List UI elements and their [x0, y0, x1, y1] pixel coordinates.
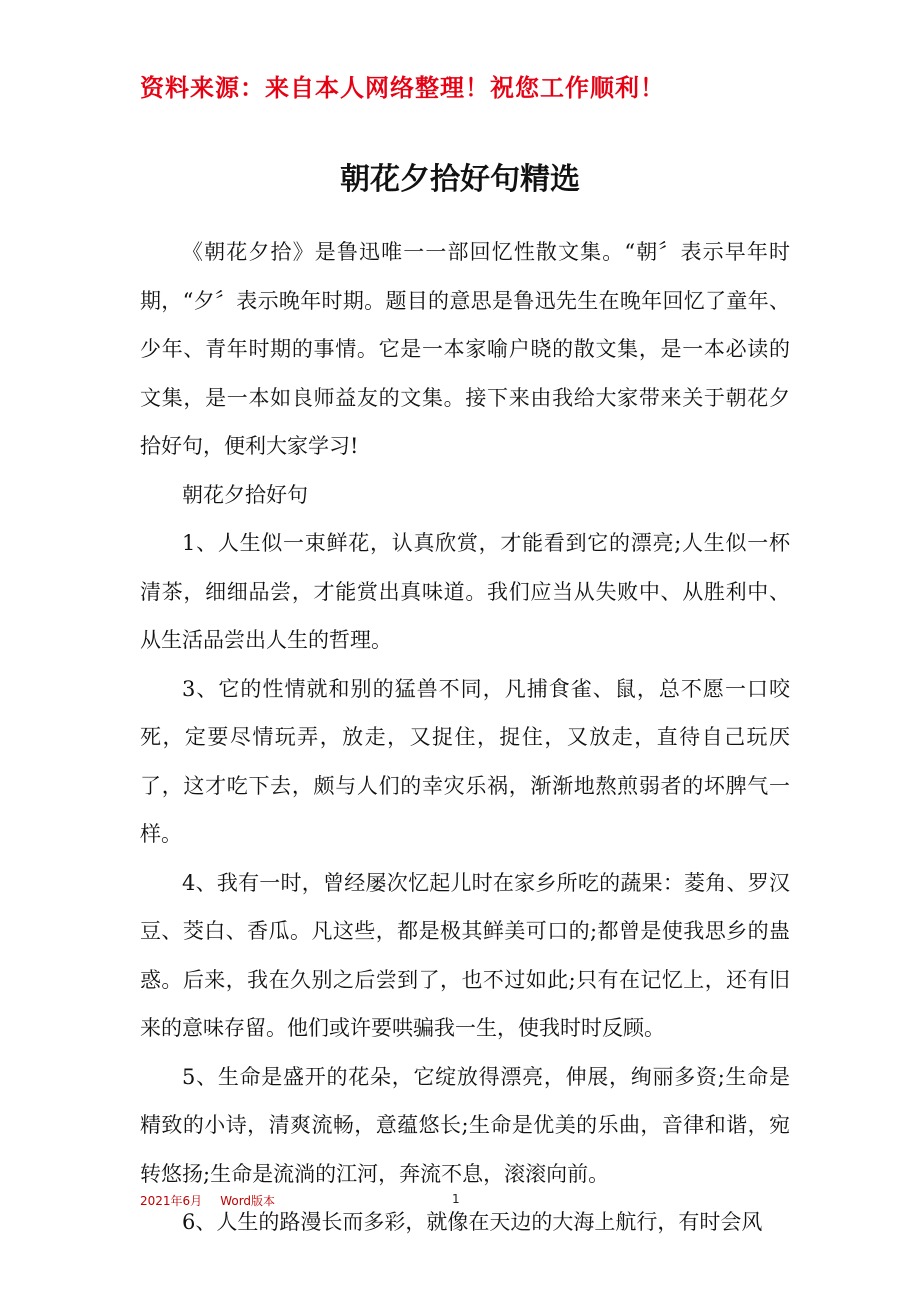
footer-date: 2021年6月 — [140, 1194, 203, 1208]
intro-paragraph: 《朝花夕拾》是鲁迅唯一一部回忆性散文集。“朝〞表示早年时期，“夕〞表示晚年时期。题目的意思是鲁迅先生在晚年回忆了童年、少年、青年时期的事情。它是一本家喻户晓的散文集，是一本必读的文集，是一本如良师益友的文集。接下来由我给大家带来关于朝花夕拾好句，便利大家学习! — [140, 240, 790, 458]
section-heading: 朝花夕拾好句 — [182, 482, 308, 507]
quote-paragraph-1: 1、人生似一束鲜花，认真欣赏，才能看到它的漂亮;人生似一杯清茶，细细品尝，才能赏出真味道。我们应当从失败中、从胜利中、从生活品尝出人生的哲理。 — [140, 531, 790, 652]
source-banner: 资料来源：来自本人网络整理！祝您工作顺利！ — [140, 74, 665, 102]
page-footer — [140, 1192, 293, 1209]
footer-version: Word版本 — [220, 1194, 276, 1208]
quote-paragraph-4: 4、我有一时，曾经屡次忆起儿时在家乡所吃的蔬果：菱角、罗汉豆、茭白、香瓜。凡这些，都是极其鲜美可口的;都曾是使我思乡的蛊惑。后来，我在久别之后尝到了，也不过如此;只有在记忆上，还有旧来的意味存留。他们或许要哄骗我一生，使我时时反顾。 — [140, 870, 790, 1040]
page-number: 1 — [452, 1192, 460, 1206]
quote-paragraph-6: 6、人生的路漫长而多彩，就像在天边的大海上航行，有时会风 — [182, 1210, 763, 1234]
quote-paragraph-3: 3、它的性情就和别的猛兽不同，凡捕食雀、鼠，总不愿一口咬死，定要尽情玩弄，放走，又捉住，捉住，又放走，直待自己玩厌了，这才吃下去，颇与人们的幸灾乐祸，渐渐地熬煎弱者的坏脾气一样。 — [140, 676, 790, 846]
document-body — [140, 228, 790, 1247]
quote-paragraph-5: 5、生命是盛开的花朵，它绽放得漂亮，伸展，绚丽多资;生命是精致的小诗，清爽流畅，意蕴悠长;生命是优美的乐曲，音律和谐，宛转悠扬;生命是流淌的江河，奔流不息，滚滚向前。 — [140, 1064, 790, 1186]
document-title: 朝花夕拾好句精选 — [340, 162, 580, 197]
